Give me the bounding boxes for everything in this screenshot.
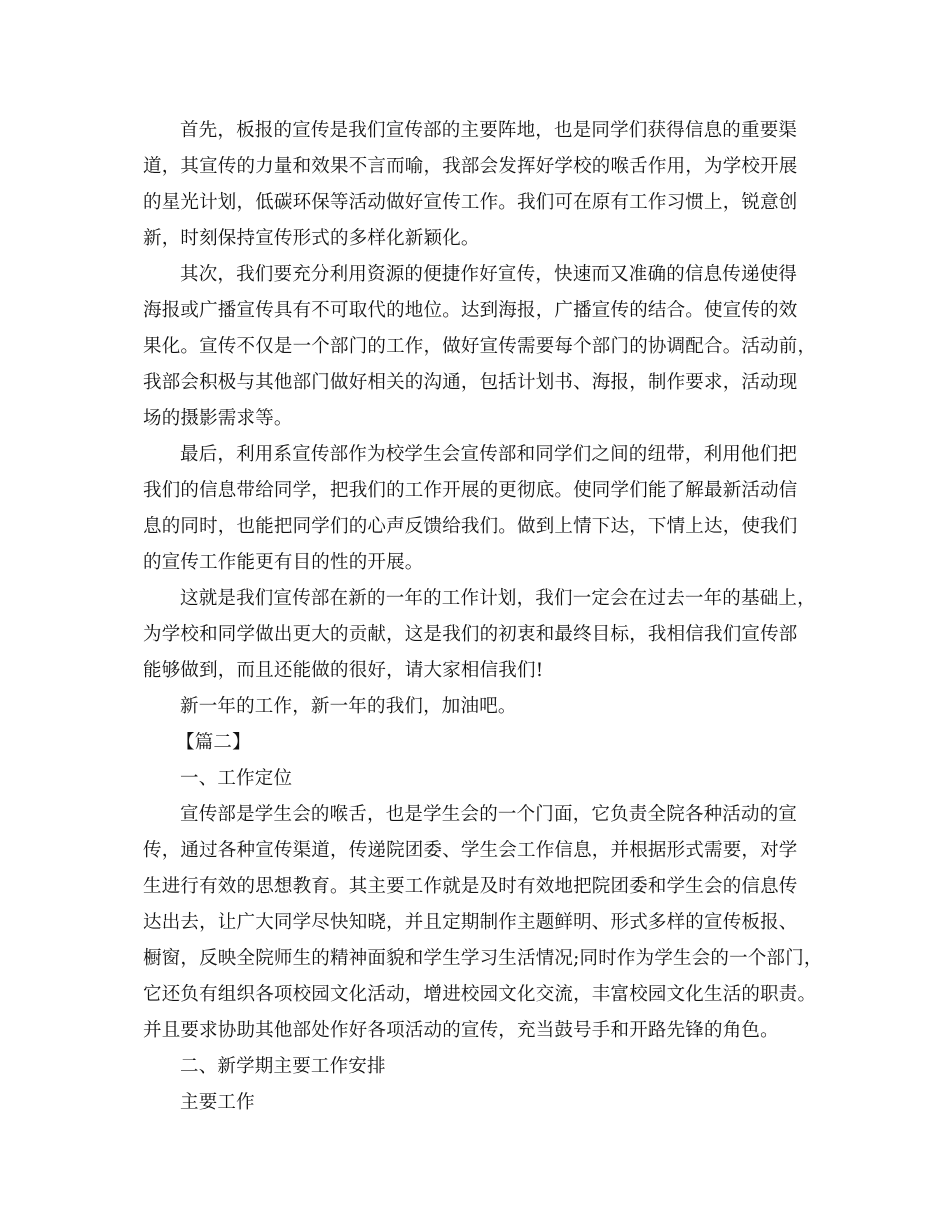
paragraph-line: 我部会积极与其他部门做好相关的沟通，包括计划书、海报，制作要求，活动现: [143, 372, 798, 393]
paragraph-line: 为学校和同学做出更大的贡献，这是我们的初衷和最终目标，我相信我们宣传部: [143, 624, 798, 645]
paragraph-line: 传，通过各种宣传渠道，传递院团委、学生会工作信息，并根据形式需要，对学: [143, 840, 798, 861]
paragraph-line: 果化。宣传不仅是一个部门的工作，做好宣传需要每个部门的协调配合。活动前，: [143, 336, 817, 357]
paragraph-line: 能够做到，而且还能做的很好，请大家相信我们!: [143, 660, 544, 681]
paragraph-line: 它还负有组织各项校园文化活动，增进校园文化交流，丰富校园文化生活的职责。: [143, 984, 817, 1005]
subsection-heading: 主要工作: [180, 1092, 255, 1113]
paragraph-line: 新一年的工作，新一年的我们，加油吧。: [180, 696, 517, 717]
paragraph-line: 最后，利用系宣传部作为校学生会宣传部和同学们之间的纽带，利用他们把: [180, 444, 798, 465]
paragraph-line: 的星光计划，低碳环保等活动做好宣传工作。我们可在原有工作习惯上，锐意创: [143, 192, 798, 213]
section-heading: 一、工作定位: [180, 768, 293, 789]
paragraph-line: 橱窗，反映全院师生的精神面貌和学生学习生活情况;同时作为学生会的一个部门，: [143, 948, 823, 969]
paragraph-line: 其次，我们要充分利用资源的便捷作好宣传，快速而又准确的信息传递使得: [180, 264, 798, 285]
paragraph-line: 首先，板报的宣传是我们宣传部的主要阵地，也是同学们获得信息的重要渠: [180, 120, 798, 141]
paragraph-line: 海报或广播宣传具有不可取代的地位。达到海报，广播宣传的结合。使宣传的效: [143, 300, 798, 321]
paragraph-line: 新，时刻保持宣传形式的多样化新颖化。: [143, 228, 480, 249]
paragraph-line: 道，其宣传的力量和效果不言而喻，我部会发挥好学校的喉舌作用，为学校开展: [143, 156, 798, 177]
paragraph-line: 场的摄影需求等。: [143, 408, 293, 429]
section-heading: 【篇二】: [176, 732, 251, 753]
paragraph-line: 我们的信息带给同学，把我们的工作开展的更彻底。使同学们能了解最新活动信: [143, 480, 798, 501]
paragraph-line: 宣传部是学生会的喉舌，也是学生会的一个门面，它负责全院各种活动的宣: [180, 804, 798, 825]
paragraph-line: 并且要求协助其他部处作好各项活动的宣传，充当鼓号手和开路先锋的角色。: [143, 1020, 779, 1041]
paragraph-line: 生进行有效的思想教育。其主要工作就是及时有效地把院团委和学生会的信息传: [143, 876, 798, 897]
paragraph-line: 息的同时，也能把同学们的心声反馈给我们。做到上情下达，下情上达，使我们: [143, 516, 798, 537]
paragraph-line: 这就是我们宣传部在新的一年的工作计划，我们一定会在过去一年的基础上，: [180, 588, 816, 609]
section-heading: 二、新学期主要工作安排: [180, 1056, 386, 1077]
paragraph-line: 达出去，让广大同学尽快知晓，并且定期制作主题鲜明、形式多样的宣传板报、: [143, 912, 798, 933]
paragraph-line: 的宣传工作能更有目的性的开展。: [143, 552, 424, 573]
